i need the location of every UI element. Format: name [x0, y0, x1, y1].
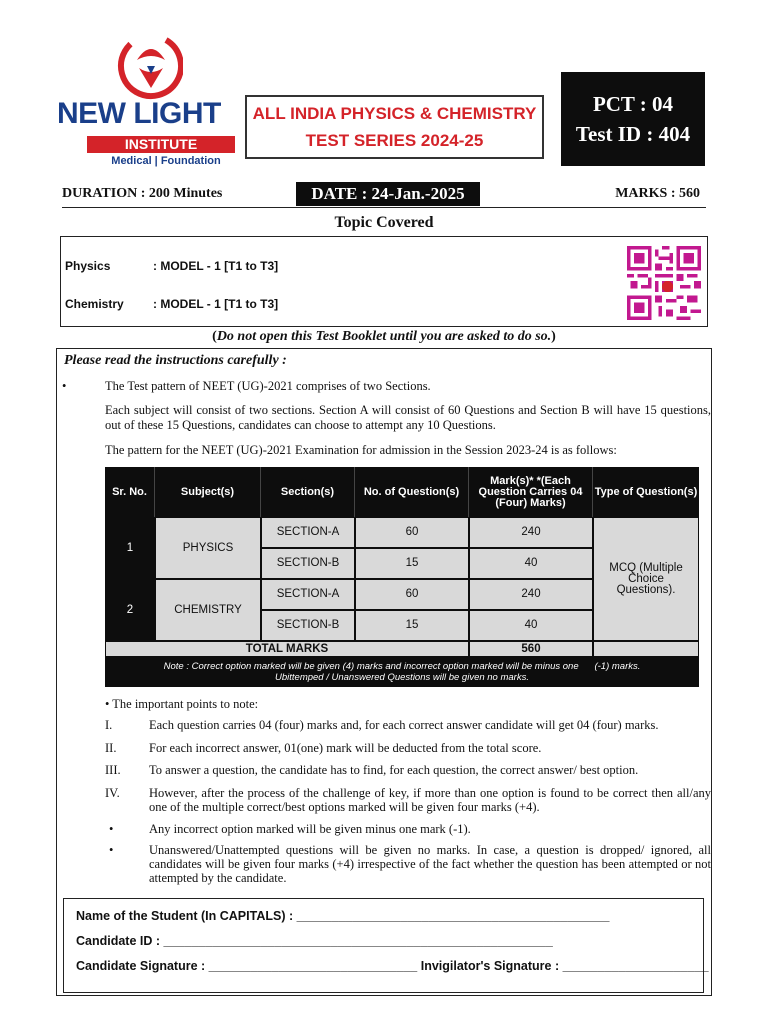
table-cell-sr: 1 — [105, 517, 155, 579]
candidate-id-label: Candidate ID : — [76, 934, 161, 948]
topic-content: : MODEL - 1 [T1 to T3] — [153, 297, 279, 311]
instruction-para-2: Each subject will consist of two sections. Section A will consist of 60 Questions and Section B will have 15 questions, out of these 15 Questions, candidates can choose to attempt any 10 Questions. — [105, 403, 711, 432]
table-cell-questions: 60 — [355, 517, 469, 548]
test-series-banner — [245, 95, 544, 159]
table-cell-section: SECTION-B — [261, 610, 355, 641]
exam-meta-row — [62, 182, 706, 206]
point-text: Unanswered/Unattempted questions will be given no marks. In case, a question is dropped/ ignored, all candidates will be given four marks (+4) irrespective of the fact whether the question has been attempted or not attempted by the candidate. — [149, 843, 711, 885]
duration: DURATION : 200 Minutes — [62, 186, 223, 201]
exam-date: DATE : 24-Jan.-2025 — [296, 182, 480, 206]
table-cell-questions: 60 — [355, 579, 469, 610]
table-header: Sr. No. — [105, 467, 155, 517]
qr-code-icon — [627, 245, 701, 321]
point-text: Any incorrect option marked will be given minus one mark (-1). — [149, 822, 471, 836]
candidate-signature-line[interactable]: ______________________________ — [208, 959, 418, 973]
student-name-line[interactable]: _____________________________________________ — [296, 909, 610, 923]
candidate-id-field[interactable] — [76, 934, 553, 948]
candidate-signature-label: Candidate Signature : — [76, 959, 206, 973]
table-header: Mark(s)* *(Each Question Carries 04 (Four) Marks) — [469, 467, 593, 517]
table-note — [105, 657, 699, 687]
topic-row-chemistry — [65, 297, 278, 311]
table-cell-blank — [593, 641, 699, 657]
point-marker: • — [109, 843, 114, 857]
points-intro: • The important points to note: — [105, 697, 259, 711]
pct-number: PCT : 04 — [592, 92, 674, 116]
test-id-badge — [561, 72, 705, 166]
table-cell-marks: 240 — [469, 517, 593, 548]
table-total-value: 560 — [469, 641, 593, 657]
table-header: Subject(s) — [155, 467, 261, 517]
table-cell-marks: 240 — [469, 579, 593, 610]
booklet-warning: (Do not open this Test Booklet until you are asked to do so.) — [212, 329, 556, 344]
table-cell-section: SECTION-A — [261, 517, 355, 548]
note-line: Note : Correct option marked will be given (4) marks and incorrect option marked will be minus one (-1) marks. — [163, 661, 641, 672]
instructions-box — [56, 348, 712, 996]
logo-subtitle: INSTITUTE — [87, 136, 235, 153]
candidate-details-box — [63, 898, 709, 993]
exam-pattern-table — [105, 467, 699, 687]
point-marker: I. — [105, 718, 113, 732]
table-cell-section: SECTION-A — [261, 579, 355, 610]
table-cell-questions: 15 — [355, 610, 469, 641]
total-marks: MARKS : 560 — [615, 186, 700, 201]
instruction-para-3: The pattern for the NEET (UG)-2021 Examination for admission in the Session 2023-24 is as follows: — [105, 443, 617, 457]
bullet: • — [62, 379, 67, 393]
point-text: However, after the process of the challenge of key, if more than one option is found to be correct then all/any one of the multiple correct/best options marked will be given four marks (+4). — [149, 786, 711, 814]
topic-subject: Chemistry — [65, 297, 124, 311]
table-header: Section(s) — [261, 467, 355, 517]
table-header: No. of Question(s) — [355, 467, 469, 517]
logo-emblem-icon — [117, 30, 183, 100]
table-cell-questions: 15 — [355, 548, 469, 579]
table-header: Type of Question(s) — [593, 467, 699, 517]
table-cell-marks: 40 — [469, 610, 593, 641]
instructions-heading: Please read the instructions carefully : — [64, 353, 287, 368]
table-cell-section: SECTION-B — [261, 548, 355, 579]
table-cell-subject: PHYSICS — [155, 517, 261, 579]
table-total-label: TOTAL MARKS — [105, 641, 469, 657]
table-cell-subject: CHEMISTRY — [155, 579, 261, 641]
table-cell-sr: 2 — [105, 579, 155, 641]
test-id: Test ID : 404 — [575, 122, 691, 146]
series-subtitle: TEST SERIES 2024-25 — [305, 131, 484, 150]
topic-row-physics — [65, 259, 278, 273]
note-line: Ubittemped / Unanswered Questions will be given no marks. — [275, 672, 529, 683]
instruction-para-1: The Test pattern of NEET (UG)-2021 comprises of two Sections. — [105, 379, 431, 393]
student-name-field[interactable] — [76, 909, 609, 923]
topic-subject: Physics — [65, 259, 111, 273]
institute-logo: NEW LIGHT INSTITUTE Medical | Foundation — [55, 28, 235, 168]
logo-tagline: Medical | Foundation — [111, 155, 221, 167]
divider — [62, 207, 706, 208]
topic-title: Topic Covered — [334, 214, 434, 231]
point-marker: IV. — [105, 786, 120, 800]
candidate-id-line[interactable]: ________________________________________________________ — [163, 934, 553, 948]
signature-row — [76, 959, 709, 973]
topic-content: : MODEL - 1 [T1 to T3] — [153, 259, 279, 273]
invigilator-signature-label: Invigilator's Signature : — [420, 959, 560, 973]
point-marker: III. — [105, 763, 121, 777]
table-cell-type: MCQ (Multiple Choice Questions). — [593, 517, 699, 641]
student-name-label: Name of the Student (In CAPITALS) : — [76, 909, 294, 923]
topics-box — [60, 236, 708, 327]
table-cell-marks: 40 — [469, 548, 593, 579]
point-marker: II. — [105, 741, 117, 755]
point-marker: • — [109, 822, 114, 836]
invigilator-signature-line[interactable]: _____________________ — [562, 959, 709, 973]
point-text: Each question carries 04 (four) marks and, for each correct answer candidate will get 04 (four) marks. — [149, 718, 659, 732]
series-title: ALL INDIA PHYSICS & CHEMISTRY — [252, 104, 537, 123]
point-text: For each incorrect answer, 01(one) mark will be deducted from the total score. — [149, 741, 542, 755]
point-text: To answer a question, the candidate has to find, for each question, the correct answer/ best option. — [149, 763, 639, 777]
